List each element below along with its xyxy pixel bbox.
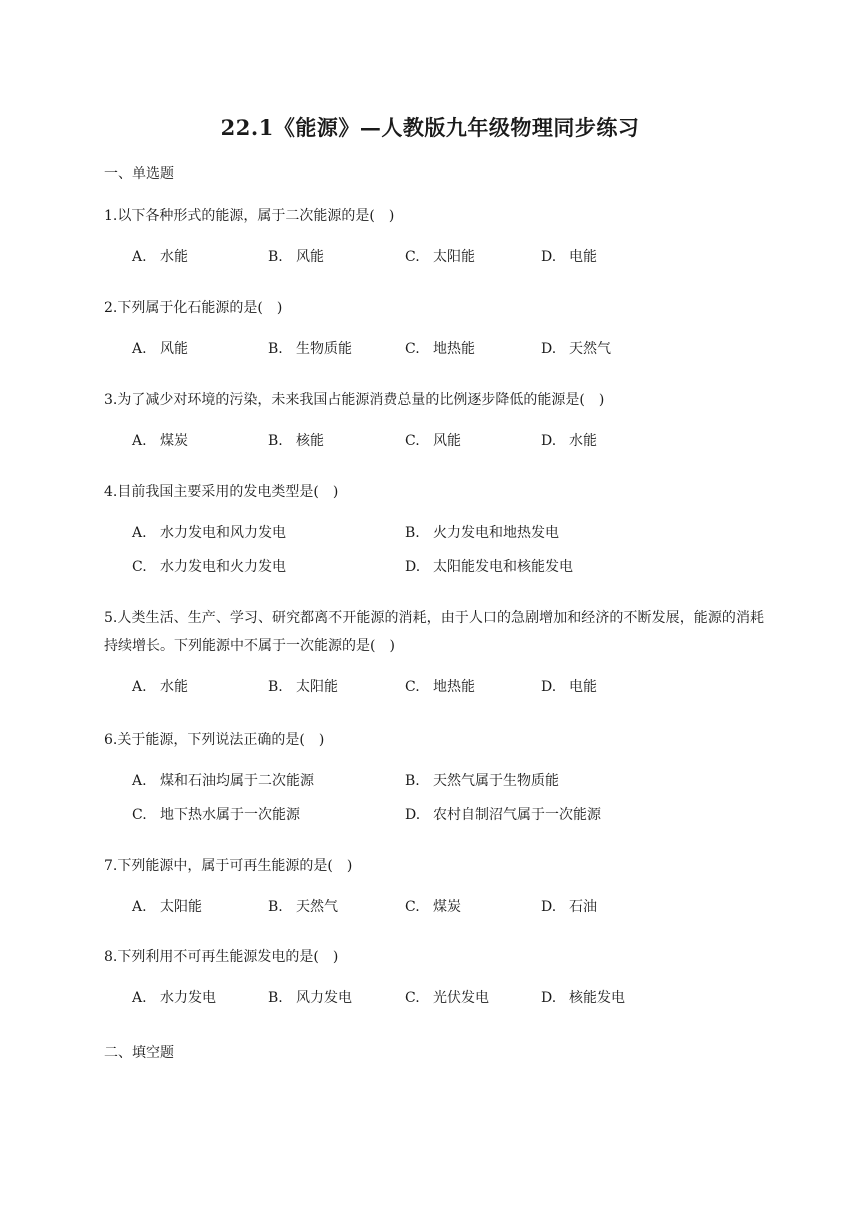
option-c[interactable]: C. 地下热水属于一次能源 [132,807,300,823]
option-b[interactable]: B. 核能 [268,433,324,449]
option-c[interactable]: C. 地热能 [405,341,475,357]
option-b[interactable]: B. 天然气属于生物质能 [405,773,559,789]
option-b[interactable]: B. 风能 [268,249,324,265]
options-row [104,414,764,448]
question-5 [104,604,764,694]
question-7 [104,852,764,914]
option-c[interactable]: C. 风能 [405,433,461,449]
options-row [104,880,764,914]
options-row [104,322,764,356]
question-2 [104,294,764,356]
options-row [104,660,764,694]
question-4 [104,478,764,574]
option-d[interactable]: D. 农村自制沼气属于一次能源 [405,807,601,823]
question-stem: 5.人类生活、生产、学习、研究都离不开能源的消耗，由于人口的急剧增加和经济的不断发展，能源的消耗持续增长。下列能源中不属于一次能源的是( ) [104,610,764,654]
option-b[interactable]: B. 风力发电 [268,990,352,1006]
option-a[interactable]: A. 水力发电 [132,990,216,1006]
section-heading-single-choice: 一、单选题 [104,166,174,182]
option-b[interactable]: B. 天然气 [268,899,338,915]
option-a[interactable]: A. 水能 [132,679,188,695]
options-grid [104,506,764,574]
option-b[interactable]: B. 生物质能 [268,341,352,357]
question-stem: 7.下列能源中，属于可再生能源的是( ) [104,858,353,874]
option-d[interactable]: D. 太阳能发电和核能发电 [405,559,573,575]
option-a[interactable]: A. 煤和石油均属于二次能源 [132,773,314,789]
option-a[interactable]: A. 煤炭 [132,433,188,449]
option-c[interactable]: C. 地热能 [405,679,475,695]
option-b[interactable]: B. 太阳能 [268,679,338,695]
option-a[interactable]: A. 风能 [132,341,188,357]
option-c[interactable]: C. 煤炭 [405,899,461,915]
option-d[interactable]: D. 电能 [541,249,597,265]
option-b[interactable]: B. 火力发电和地热发电 [405,525,559,541]
question-3 [104,386,764,448]
option-c[interactable]: C. 光伏发电 [405,990,489,1006]
options-grid [104,754,764,822]
option-d[interactable]: D. 水能 [541,433,597,449]
option-a[interactable]: A. 水力发电和风力发电 [132,525,286,541]
option-d[interactable]: D. 核能发电 [541,990,625,1006]
option-d[interactable]: D. 电能 [541,679,597,695]
question-stem: 8.下列利用不可再生能源发电的是( ) [104,949,339,965]
question-6 [104,726,764,822]
question-8 [104,943,764,1005]
question-stem: 4.目前我国主要采用的发电类型是( ) [104,484,339,500]
options-row [104,230,764,264]
page-title: 22.1《能源》—人教版九年级物理同步练习 [220,115,640,140]
option-d[interactable]: D. 天然气 [541,341,611,357]
option-a[interactable]: A. 太阳能 [132,899,202,915]
section-heading-fill-in: 二、填空题 [104,1045,174,1061]
question-stem: 3.为了减少对环境的污染，未来我国占能源消费总量的比例逐步降低的能源是( ) [104,392,605,408]
option-c[interactable]: C. 水力发电和火力发电 [132,559,286,575]
question-stem: 2.下列属于化石能源的是( ) [104,300,283,316]
options-row [104,971,764,1005]
option-c[interactable]: C. 太阳能 [405,249,475,265]
option-d[interactable]: D. 石油 [541,899,597,915]
option-a[interactable]: A. 水能 [132,249,188,265]
question-stem: 1.以下各种形式的能源，属于二次能源的是( ) [104,208,395,224]
question-stem: 6.关于能源，下列说法正确的是( ) [104,732,325,748]
question-1 [104,202,764,264]
